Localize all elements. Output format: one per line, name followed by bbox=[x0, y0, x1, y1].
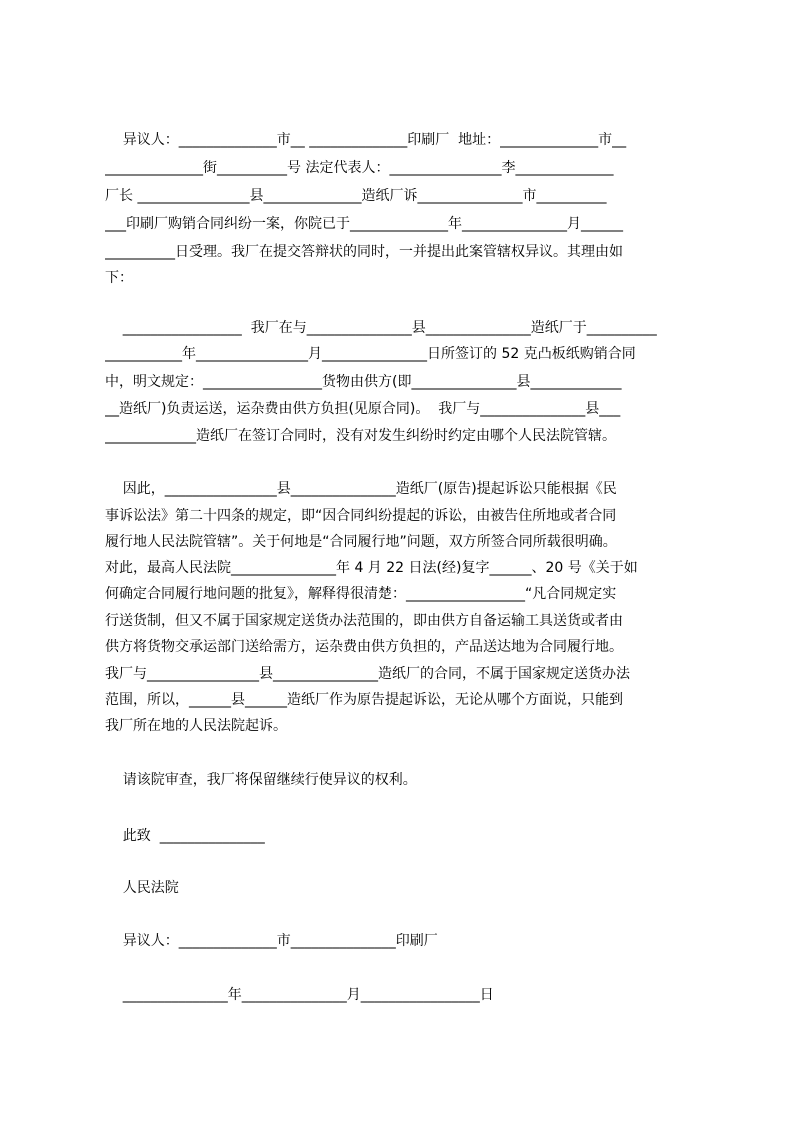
paragraph-3-line-10: 我厂所在地的人民法院起诉。 bbox=[105, 718, 287, 734]
paragraph-1-line-6: 下： bbox=[105, 270, 133, 286]
paragraph-2-line-5: _____________造纸厂在签订合同时，没有对发生纠纷时约定由哪个人民法院管辖。 bbox=[105, 428, 616, 444]
court-line: 人民法院 bbox=[105, 880, 179, 896]
paragraph-1-line-3: 厂长 ________________县______________造纸厂诉_______________市__________ bbox=[105, 188, 607, 204]
signature-line: 异议人：______________市_______________印刷厂 bbox=[105, 933, 438, 949]
paragraph-1-line-2: ______________街__________号 法定代表人：________________李______________ bbox=[105, 160, 614, 176]
paragraph-3-line-2: 事诉讼法》第二十四条的规定，即“因合同纠纷提起的诉讼，由被告住所地或者合同 bbox=[105, 508, 617, 524]
date-line: _______________年_______________月_________________日 bbox=[105, 987, 494, 1003]
paragraph-2-line-4: __造纸厂)负责运送，运杂费由供方负担(见原合同)。 我厂与_______________县___ bbox=[105, 401, 621, 417]
paragraph-3-line-1: 因此，________________县_______________造纸厂(原告)提起诉讼只能根据《民 bbox=[105, 481, 617, 497]
paragraph-3-line-8: 我厂与________________县_______________造纸厂的合同，不属于国家规定送货办法 bbox=[105, 666, 630, 682]
paragraph-1-line-4: ___印刷厂购销合同纠纷一案，你院已于______________年_______________月______ bbox=[105, 216, 623, 232]
request-line: 请该院审查，我厂将保留继续行使异议的权利。 bbox=[105, 772, 417, 788]
paragraph-3-line-7: 供方将货物交承运部门送给需方，运杂费由供方负担的，产品送达地为合同履行地。 bbox=[105, 639, 623, 655]
paragraph-3-line-5: 何确定合同履行地问题的批复》，解释得很清楚：_________________“凡合同规定实 bbox=[105, 586, 617, 602]
paragraph-3-line-9: 范围，所以，______县______造纸厂作为原告提起诉讼，无论从哪个方面说，只能到 bbox=[105, 692, 623, 708]
paragraph-2-line-2: ___________年________________月_______________日所签订的 52 克凸板纸购销合同 bbox=[105, 346, 636, 362]
paragraph-1-line-1: 异议人：______________市__ ______________印刷厂 地址：______________市__ bbox=[105, 132, 627, 148]
paragraph-1-line-5: __________日受理。我厂在提交答辩状的同时，一并提出此案管辖权异议。其理由如 bbox=[105, 244, 623, 260]
paragraph-3-line-6: 行送货制，但又不属于国家规定送货办法范围的，即由供方自备运输工具送货或者由 bbox=[105, 613, 623, 629]
paragraph-2-line-1: _________________ 我厂在与_______________县_______________造纸厂于__________ bbox=[105, 320, 657, 336]
paragraph-3-line-3: 履行地人民法院管辖”。关于何地是“合同履行地”问题，双方所签合同所载很明确。 bbox=[105, 534, 617, 550]
paragraph-2-line-3: 中，明文规定：_________________货物由供方(即_______________县_____________ bbox=[105, 374, 622, 390]
paragraph-3-line-4: 对此，最高人民法院_______________年 4 月 22 日法(经)复字______、20 号《关于如 bbox=[105, 560, 638, 576]
salutation-line: 此致 _______________ bbox=[105, 828, 265, 844]
